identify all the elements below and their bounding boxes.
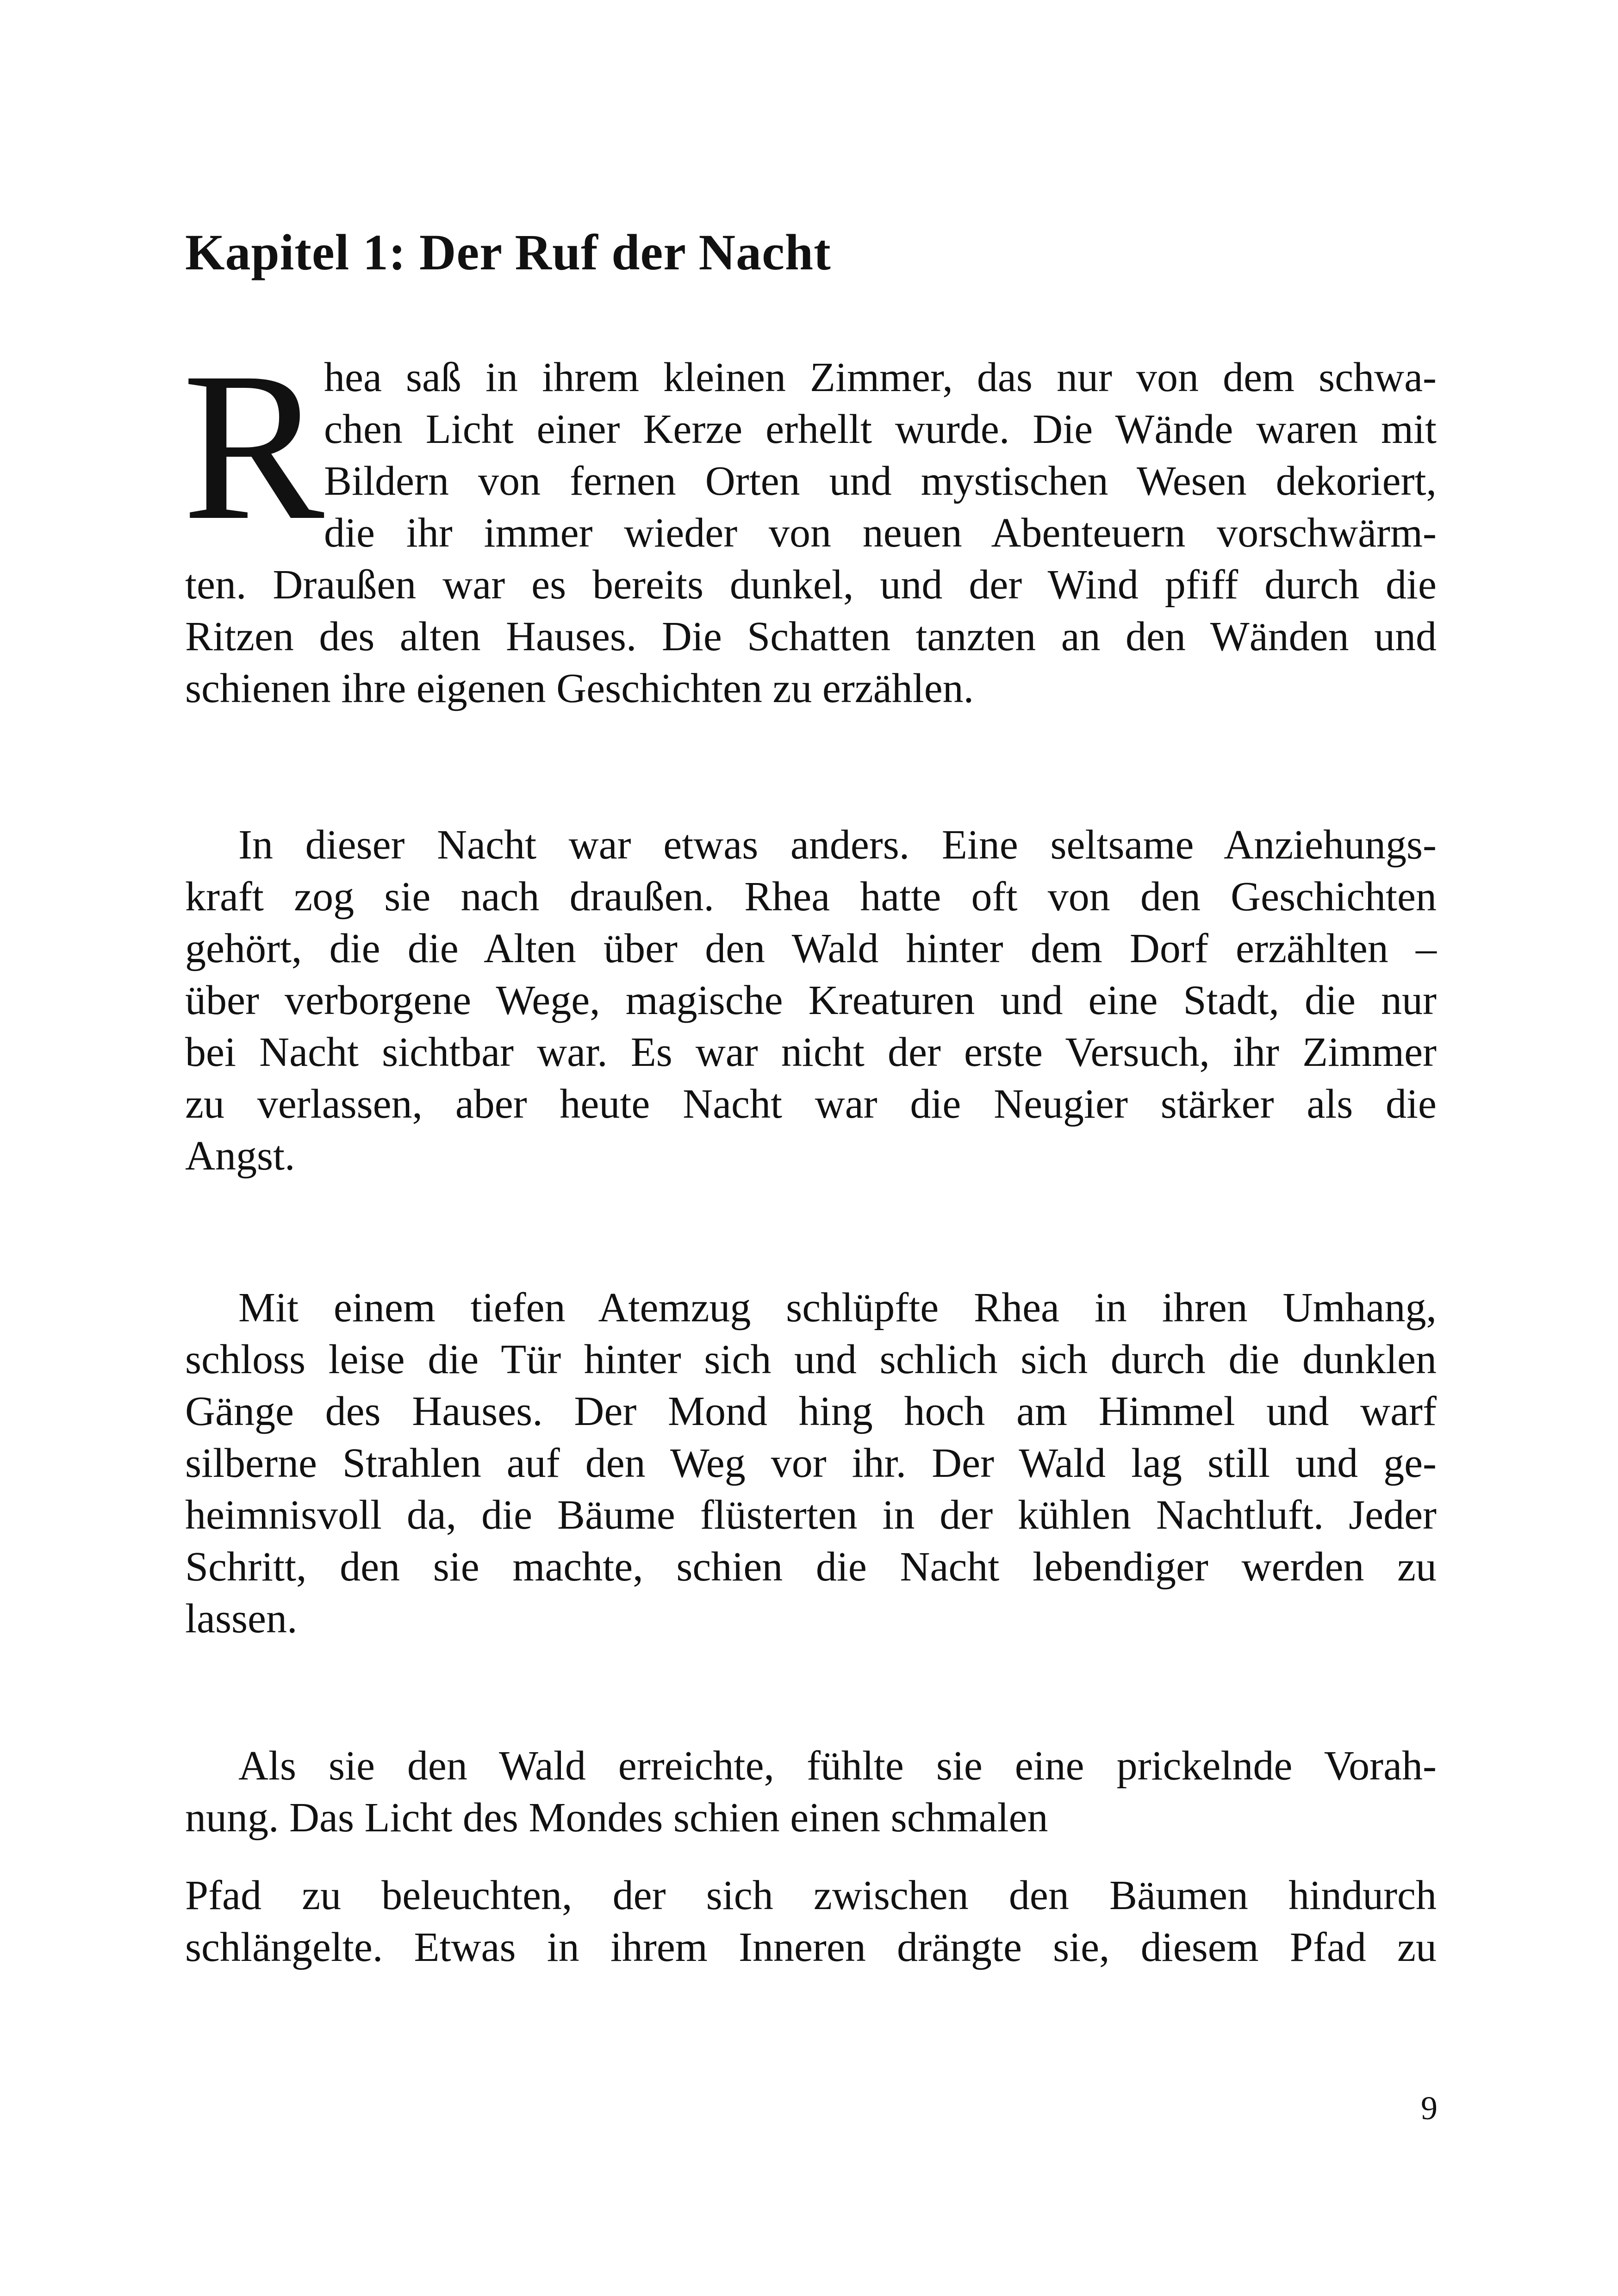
text-line: Ritzen des alten Hauses. Die Schatten tanzten an den Wänden und — [185, 614, 1437, 660]
text-line: ten. Draußen war es bereits dunkel, und der Wind pfiff durch die — [185, 562, 1437, 608]
text-line: schlängelte. Etwas in ihrem Inneren drängte sie, diesem Pfad zu — [185, 1924, 1437, 1970]
text-line: Mit einem tiefen Atemzug schlüpfte Rhea in ihren Umhang, — [238, 1285, 1437, 1331]
paragraph-3 — [185, 1282, 1437, 1645]
text-line: kraft zog sie nach draußen. Rhea hatte oft von den Geschichten — [185, 874, 1437, 920]
text-line: die ihr immer wieder von neuen Abenteuern vorschwärm- — [324, 510, 1437, 556]
text-line: chen Licht einer Kerze erhellt wurde. Die Wände waren mit — [324, 406, 1437, 452]
text-line: Angst. — [185, 1133, 295, 1179]
text-line: gehört, die die Alten über den Wald hinter dem Dorf erzählten – — [185, 926, 1437, 971]
text-line: Schritt, den sie machte, schien die Nacht lebendiger werden zu — [185, 1544, 1437, 1590]
text-line: silberne Strahlen auf den Weg vor ihr. Der Wald lag still und ge- — [185, 1440, 1437, 1486]
paragraph-4 — [185, 1740, 1437, 1844]
chapter-title: Kapitel 1: Der Ruf der Nacht — [185, 224, 831, 280]
text-line: zu verlassen, aber heute Nacht war die Neugier stärker als die — [185, 1081, 1437, 1127]
text-line: schloss leise die Tür hinter sich und schlich sich durch die dunklen — [185, 1337, 1437, 1382]
text-line: schienen ihre eigenen Geschichten zu erzählen. — [185, 666, 974, 711]
text-line: nung. Das Licht des Mondes schien einen schmalen — [185, 1795, 1048, 1841]
drop-cap: R — [182, 328, 324, 564]
paragraph-1 — [182, 328, 1437, 715]
text-line: über verborgene Wege, magische Kreaturen und eine Stadt, die nur — [185, 977, 1437, 1023]
text-line: Pfad zu beleuchten, der sich zwischen den Bäumen hindurch — [185, 1873, 1437, 1918]
text-line: lassen. — [185, 1596, 298, 1642]
text-line: hea saß in ihrem kleinen Zimmer, das nur von dem schwa- — [324, 355, 1437, 400]
text-line: heimnisvoll da, die Bäume flüsterten in der kühlen Nachtluft. Jeder — [185, 1492, 1437, 1538]
text-line: In dieser Nacht war etwas anders. Eine seltsame Anziehungs- — [238, 822, 1437, 868]
text-line: Bildern von fernen Orten und mystischen Wesen dekoriert, — [324, 458, 1437, 504]
text-line: Als sie den Wald erreichte, fühlte sie eine prickelnde Vorah- — [238, 1743, 1437, 1789]
page-number: 9 — [1421, 2090, 1438, 2127]
text-line: Gänge des Hauses. Der Mond hing hoch am Himmel und warf — [185, 1388, 1437, 1434]
text-line: bei Nacht sichtbar war. Es war nicht der erste Versuch, ihr Zimmer — [185, 1029, 1437, 1075]
paragraph-5 — [185, 1870, 1437, 1973]
paragraph-2 — [185, 819, 1437, 1182]
